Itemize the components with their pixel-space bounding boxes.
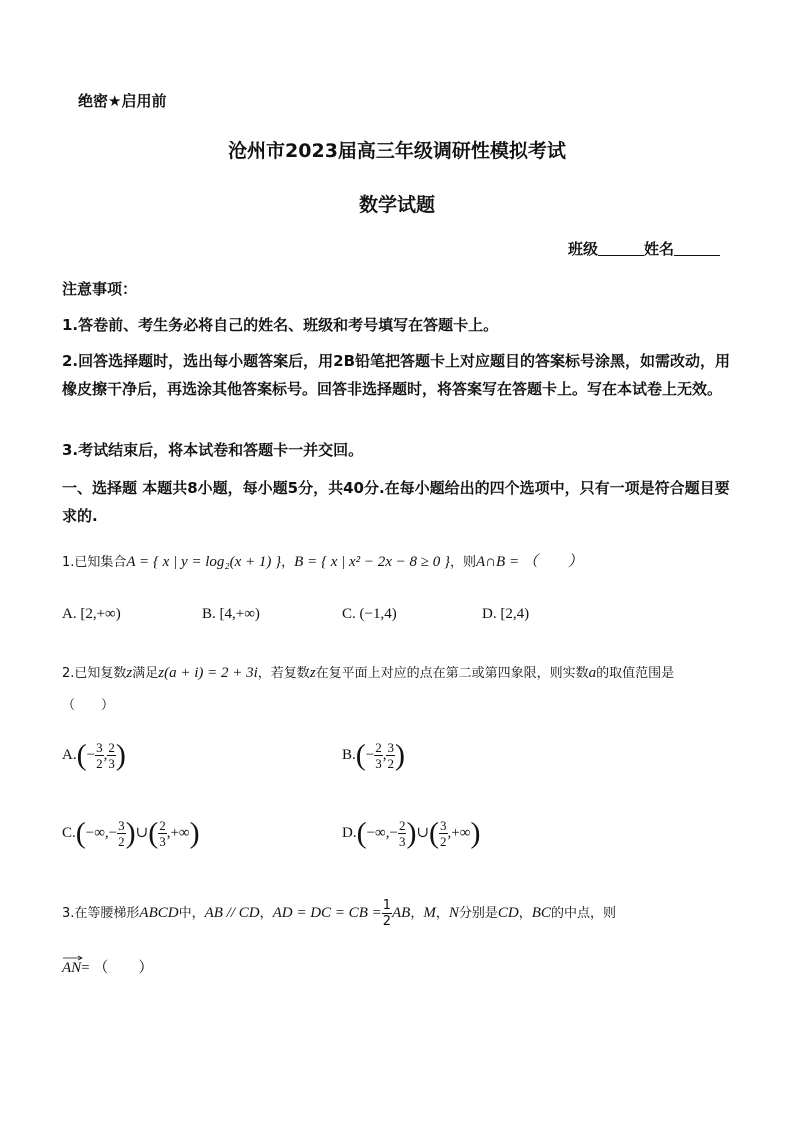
notice-heading: 注意事项：: [62, 280, 138, 298]
q2-a-frac-1: $\frac{3}{2}$: [96, 740, 103, 771]
q1-option-c[interactable]: C. (−1,4): [342, 606, 397, 622]
q2-option-d[interactable]: D.(−∞,− $\frac{2}{3}$ )∪( $\frac{3}{2}$ ,+∞): [342, 816, 481, 850]
q2-a: 2.已知复数: [62, 666, 127, 681]
q2-paren: （ ）: [62, 698, 115, 713]
q2-b: 满足: [132, 666, 159, 681]
class-label: 班级: [568, 240, 599, 258]
q1-option-d[interactable]: D. [2,4): [482, 606, 530, 622]
q2-z2: z: [309, 665, 316, 681]
q3-half-frac: $\frac{1}{2}$: [382, 898, 392, 929]
q1-comma: ，: [281, 555, 295, 570]
q1-suffix: ，则: [450, 555, 477, 570]
q2-z1: z: [126, 665, 133, 681]
q2-eq: z(a + i) = 2 + 3i: [158, 665, 258, 681]
q2-a-var: a: [588, 665, 597, 681]
q2-option-b[interactable]: B.(− $\frac{2}{3}$ , $\frac{3}{2}$ ): [342, 738, 405, 772]
q2-d-frac-1: $\frac{2}{3}$: [398, 818, 406, 849]
confidential-label: 绝密★启用前: [78, 92, 167, 110]
vector-arrow-icon: [62, 955, 84, 961]
q3-vector-line: AN= （ ）: [62, 956, 153, 977]
q1-set-a: A = { x | y = log₂(x + 1) }: [126, 554, 282, 570]
q2-a-frac-2: $\frac{2}{3}$: [108, 740, 115, 771]
q3-vector-an: AN: [62, 960, 81, 977]
q1-set-b: B = { x | x² − 2x − 8 ≥ 0 }: [294, 554, 451, 570]
q2-b-frac-2: $\frac{3}{2}$: [387, 740, 394, 771]
question-3-stem: 3.在等腰梯形ABCD中，AB // CD，AD = DC = CB = $\frac{1}{2}$ AB，M，N分别是CD，BC的中点，则: [62, 898, 616, 929]
subject-title: 数学试题: [358, 194, 435, 216]
name-blank[interactable]: [674, 241, 720, 256]
exam-title: 沧州市2023届高三年级调研性模拟考试: [228, 140, 566, 162]
q1-option-a[interactable]: A. [2,+∞): [62, 606, 121, 622]
q2-b-frac-1: $\frac{2}{3}$: [375, 740, 382, 771]
class-blank[interactable]: [598, 241, 644, 256]
q2-d-frac-2: $\frac{3}{2}$: [440, 818, 447, 849]
q2-c: ，若复数: [257, 666, 310, 681]
name-label: 姓名: [644, 240, 675, 258]
notice-item-3: 3.考试结束后，将本试卷和答题卡一并交回。: [62, 441, 364, 459]
q2-option-a[interactable]: A.(− $\frac{3}{2}$ , $\frac{2}{3}$ ): [62, 738, 126, 772]
q2-c-frac-1: $\frac{3}{2}$: [118, 818, 125, 849]
q1-expr: A∩B = （ ）: [476, 554, 583, 570]
q1-option-b[interactable]: B. [4,+∞): [202, 606, 260, 622]
question-2-stem: [62, 662, 674, 682]
q1-prefix: 1.已知集合: [62, 555, 127, 570]
question-1-stem: [62, 550, 583, 571]
section-intro: 一、选择题 本题共8小题，每小题5分，共40分.在每小题给出的四个选项中，只有一项是符合题目要求的.: [62, 479, 730, 525]
q2-c-frac-2: $\frac{2}{3}$: [159, 818, 166, 849]
q2-e: 的取值范围是: [596, 666, 675, 681]
q2-d: 在复平面上对应的点在第二或第四象限，则实数: [315, 666, 589, 681]
notice-item-2: 2.回答选择题时，选出每小题答案后，用2B铅笔把答题卡上对应题目的答案标号涂黑，如需改动，用橡皮擦干净后，再选涂其他答案标号。回答非选择题时，将答案写在答题卡上。写在本试卷上无效。: [62, 352, 731, 398]
class-name-fields: [568, 238, 720, 259]
q2-option-c[interactable]: C.(−∞,− $\frac{3}{2}$ )∪( $\frac{2}{3}$ ,+∞): [62, 816, 200, 850]
notice-item-1: 1.答卷前、考生务必将自己的姓名、班级和考号填写在答题卡上。: [62, 316, 499, 334]
